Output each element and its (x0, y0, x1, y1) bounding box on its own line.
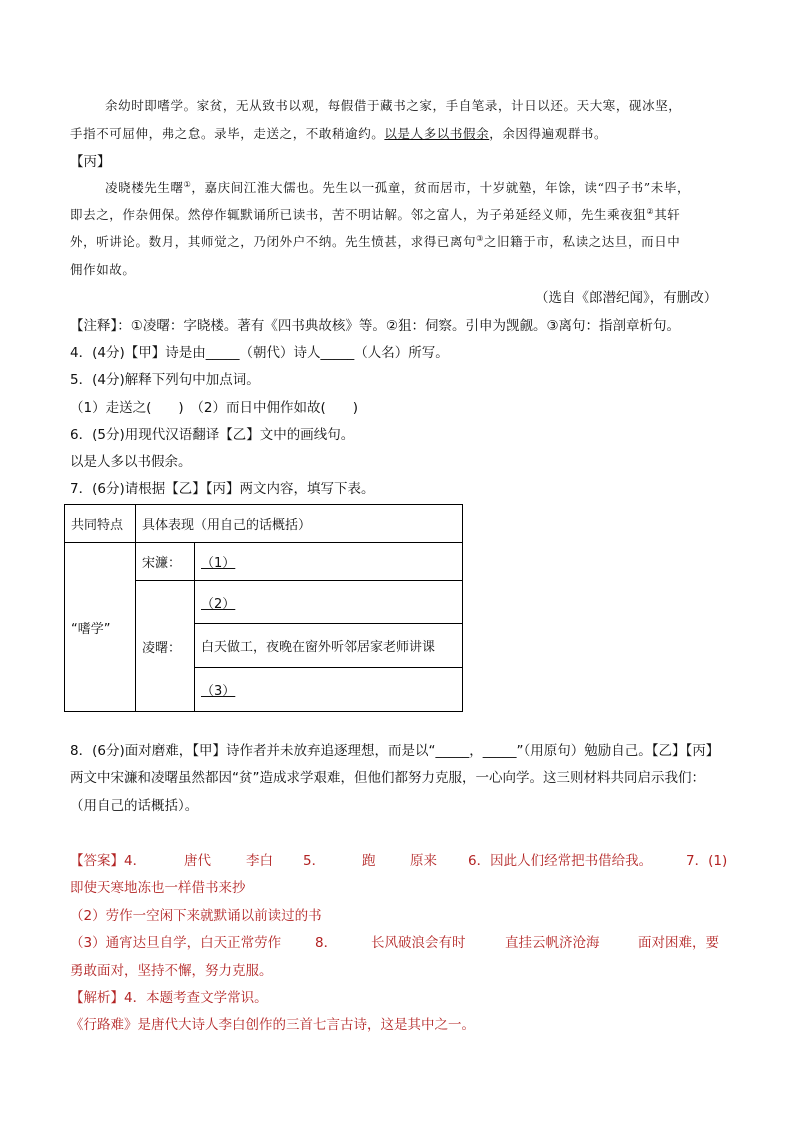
blank-2-label: （2） (201, 596, 236, 612)
passage-bing-text: 即去之，作杂佣保。然停作辄默诵所已读书，苦不明诂解。邻之富人，为子弟延经义师，先生乘夜狙 (70, 207, 647, 222)
question-5: 5．(4分)解释下列句中加点词。 (70, 372, 260, 388)
analysis-line-2: 《行路难》是唐代大诗人李白创作的三首七言古诗，这是其中之一。 (70, 1017, 475, 1033)
answer-4-number: 4． (124, 853, 147, 869)
answers-label: 【答案】 (70, 853, 124, 869)
passage-bing-text: 凌晓楼先生曙 (105, 180, 184, 195)
blank-1 (195, 543, 463, 581)
passage-bing-text: 之旧籍于市，私读之达旦，而日中 (483, 234, 681, 249)
passage-bing-line-1 (105, 178, 690, 196)
passage-yi-text: 手指不可屈伸，弗之怠。录毕，走送之，不敢稍逾约。 (70, 126, 385, 141)
passage-source: （选自《郎潜纪闻》，有删改） (535, 290, 718, 306)
answer-5-2: 原来 (410, 853, 437, 869)
passage-yi-line-1: 余幼时即嗜学。家贫，无从致书以观，每假借于藏书之家，手自笔录，计日以还。天大寒，砚冰坚， (105, 98, 682, 113)
answer-7-1: 即使天寒地冻也一样借书来抄 (70, 880, 246, 896)
question-6: 6．(5分)用现代汉语翻译【乙】文中的画线句。 (70, 427, 355, 443)
song-lian-label: 宋濂： (136, 543, 195, 581)
answer-7-number: 7．(1) (686, 853, 728, 869)
answer-5-1: 跑 (362, 853, 376, 869)
answer-7-3: （3）通宵达旦自学，白天正常劳作 (70, 935, 282, 951)
ling-shu-label: 凌曙： (136, 581, 195, 712)
header-common-trait: 共同特点 (65, 505, 136, 543)
answer-4-dynasty: 唐代 (184, 853, 211, 869)
answers-line-1 (70, 849, 730, 867)
passage-bing-text: ，嘉庆间江淮大儒也。先生以一孤童，贫而居市，十岁就塾，年馀，读“四子书”未毕， (191, 180, 691, 195)
answer-4-poet: 李白 (246, 853, 273, 869)
passage-bing-line-3 (70, 232, 680, 250)
answer-8-insight: 面对困难，要 (638, 935, 719, 951)
answer-8-line-b: 直挂云帆济沧海 (505, 935, 600, 951)
annotation: 【注释】：①凌曙：字晓楼。著有《四书典故核》等。②狙：伺察。引申为觊觎。③离句：指剖章析句。 (70, 318, 681, 334)
passage-yi-line-2 (70, 124, 607, 142)
analysis-text: 4．本题考查文学常识。 (124, 990, 268, 1006)
blank-2 (195, 581, 463, 624)
question-7: 7．(6分)请根据【乙】【丙】两文内容，填写下表。 (70, 481, 375, 497)
question-8-line-3: （用自己的话概括）。 (70, 798, 199, 814)
question-5-items: （1）走送之( ) （2）而日中佣作如故( ) (70, 400, 358, 416)
question-4: 4．(4分)【甲】诗是由_____（朝代）诗人_____（人名）所写。 (70, 345, 449, 361)
question-6-sentence: 以是人多以书假余。 (70, 454, 192, 470)
trait-cell: “嗜学” (65, 543, 136, 712)
header-detail: 具体表现（用自己的话概括） (136, 505, 463, 543)
answer-7-2: （2）劳作一空闲下来就默诵以前读过的书 (70, 908, 322, 924)
answer-6: 6．因此人们经常把书借给我。 (468, 853, 653, 869)
blank-3 (195, 668, 463, 712)
passage-yi-text-end: ，余因得遍观群书。 (489, 126, 608, 141)
answers-line-4 (70, 931, 730, 949)
note-marker-1: ① (183, 179, 192, 189)
passage-bing-text: 外，听讲论。数月，其师觉之，乃闭外户不纳。先生愤甚，求得已离句 (70, 234, 477, 249)
question-8-line-1: 8．(6分)面对磨难，【甲】诗作者并未放弃追逐理想，而是以“_____，_____”（用原句）勉励自己。【乙】【丙】 (70, 743, 720, 759)
answer-5-number: 5． (303, 853, 326, 869)
passage-bing-text: 其轩 (654, 207, 681, 222)
analysis-line-1 (70, 986, 268, 1006)
underlined-sentence: 以是人多以书假余 (384, 126, 490, 141)
answer-8-number: 8． (315, 935, 338, 951)
note-marker-3: ③ (476, 233, 484, 243)
row-work: 白天做工，夜晚在窗外听邻居家老师讲课 (195, 624, 463, 668)
question-8-line-2: 两文中宋濂和凌曙虽然都因“贫”造成求学艰难，但他们都努力克服，一心向学。这三则材料共同启示我们： (70, 770, 705, 786)
analysis-label: 【解析】 (70, 990, 124, 1006)
blank-3-label: （3） (201, 684, 236, 699)
note-marker-2: ② (646, 206, 655, 216)
passage-bing-line-4: 佣作如故。 (70, 262, 136, 277)
answer-table (64, 504, 463, 712)
answer-8-line-a: 长风破浪会有时 (371, 935, 466, 951)
answer-8-insight-cont: 勇敢面对，坚持不懈，努力克服。 (70, 963, 273, 979)
passage-bing-label: 【丙】 (70, 154, 111, 170)
passage-bing-line-2 (70, 205, 680, 223)
blank-1-label: （1） (201, 556, 236, 571)
